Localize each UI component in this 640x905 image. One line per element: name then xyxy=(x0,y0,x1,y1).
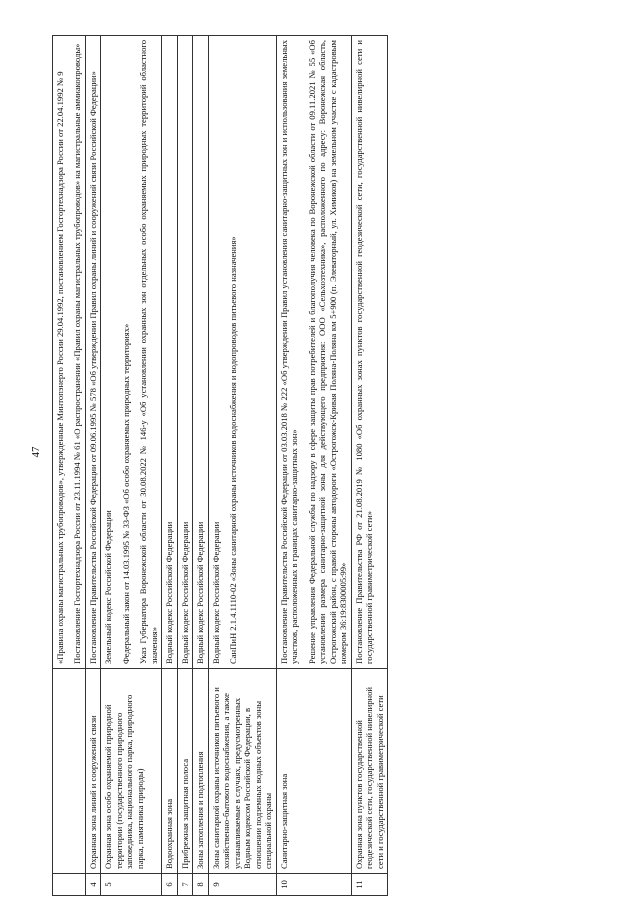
legal-document: Постановление Правительства Российской Федерации от 03.03.2018 № 222 «Об утверждении Правил установления санитарно-защитных зон и использования земельных участков, расположенных в границах санитарно-защитных зон» xyxy=(278,40,300,664)
table-row xyxy=(177,36,192,896)
table-row xyxy=(193,36,208,896)
row-number: 4 xyxy=(85,874,100,896)
table-row xyxy=(53,36,86,896)
legal-documents xyxy=(53,36,86,669)
row-number xyxy=(53,874,86,896)
zone-name: Зоны санитарной охраны источников питьевого и хозяйственно-бытового водоснабжения, а также устанавливаемые в случаях, предусмотренных Водным кодексом Российской Федерации, в отношении подземных водных объектов зоны специальной охраны xyxy=(208,669,276,874)
legal-document: Земельный кодекс Российской Федерации xyxy=(103,510,114,664)
zone-name: Охранная зона особо охраняемой природной территории (государственного природного заповедника, национального парка, природного парка, памятника природы) xyxy=(101,669,162,874)
legal-documents xyxy=(351,36,387,669)
protection-zones-table xyxy=(52,35,388,896)
table-row xyxy=(351,36,387,896)
legal-document: Водный кодекс Российской Федерации xyxy=(164,521,175,664)
legal-document: Федеральный закон от 14.03.1995 № 33-ФЗ «Об особо охраняемых природных территориях» xyxy=(120,323,131,664)
zone-name: Прибрежная защитная полоса xyxy=(177,669,192,874)
row-number: 11 xyxy=(351,874,387,896)
zone-name: Охранная зона линий и сооружений связи xyxy=(85,669,100,874)
zone-name: Санитарно-защитная зона xyxy=(276,669,351,874)
zone-name: Охранная зона пунктов государственной геодезической сети, государственной нивелирной сети и государственной гравиметрической сети xyxy=(351,669,387,874)
legal-document: Постановление Госгортехнадзора России от 23.11.1994 № 61 «О распространении «Правил охраны магистральных трубопроводов» на магистральные аммиакопроводы» xyxy=(72,43,83,664)
legal-document: Постановление Правительства Российской Федерации от 09.06.1995 № 578 «Об утверждении Правил охраны линий и сооружений связи Российской Федерации» xyxy=(87,71,98,664)
row-number: 8 xyxy=(193,874,208,896)
legal-document: СанПиН 2.1.4.1110-02 «Зоны санитарной охраны источников водоснабжения и водопроводов питьевого назначения» xyxy=(228,236,239,664)
legal-documents xyxy=(101,36,162,669)
page-number: 47 xyxy=(30,446,42,458)
legal-document: Водный кодекс Российской Федерации xyxy=(179,521,190,664)
row-number: 9 xyxy=(208,874,276,896)
row-number: 6 xyxy=(162,874,177,896)
rotated-page-content xyxy=(52,36,612,896)
legal-documents xyxy=(85,36,100,669)
legal-document: Постановление Правительства РФ от 21.08.2019 № 1080 «Об охранных зонах пунктов государственной геодезической сети, государственной нивелирной сети и государственной гравиметрической сети» xyxy=(353,40,375,664)
table-row xyxy=(101,36,162,896)
row-number: 10 xyxy=(276,874,351,896)
legal-documents xyxy=(193,36,208,669)
legal-documents xyxy=(177,36,192,669)
zone-name: Зоны затопления и подтопления xyxy=(193,669,208,874)
legal-document: Водный кодекс Российской Федерации xyxy=(210,521,221,664)
legal-documents xyxy=(208,36,276,669)
table-row xyxy=(276,36,351,896)
legal-documents xyxy=(276,36,351,669)
zone-name: Водоохранная зона xyxy=(162,669,177,874)
table-row xyxy=(85,36,100,896)
zone-name xyxy=(53,669,86,874)
row-number: 5 xyxy=(101,874,162,896)
table-row xyxy=(162,36,177,896)
table-row xyxy=(208,36,276,896)
row-number: 7 xyxy=(177,874,192,896)
table-body xyxy=(53,36,388,896)
legal-document: «Правила охраны магистральных трубопроводов», утвержденные Минтопэнерго России 29.04.1992, постановлением Госгортехнадзора России от 22.04.1992 № 9 xyxy=(55,71,65,664)
legal-document: Водный кодекс Российской Федерации xyxy=(195,521,206,664)
legal-documents xyxy=(162,36,177,669)
legal-document: Решение управления Федеральной службы по надзору в сфере защиты прав потребителей и благополучия человека по Воронежской области от 09.11.2021 № 55 «Об установлении размера санитарно-защитной зоны для действующего предприятия: ООО «Сельхозтехника», расположенного по адресу: Воронежская область, Острогожский район, с правой стороны автодороги «Острогожск-Кривая Поляна-Поляна км 5+900 (п. Элеваторный, ул. Химиков) на земельном участке с кадастровым номером 36:19:8300005:99» xyxy=(306,40,349,664)
legal-document: Указ Губернатора Воронежской области от 30.08.2022 № 146-у «Об установлении охранных зон отдельных особо охраняемых природных территорий областного значения» xyxy=(138,40,159,664)
